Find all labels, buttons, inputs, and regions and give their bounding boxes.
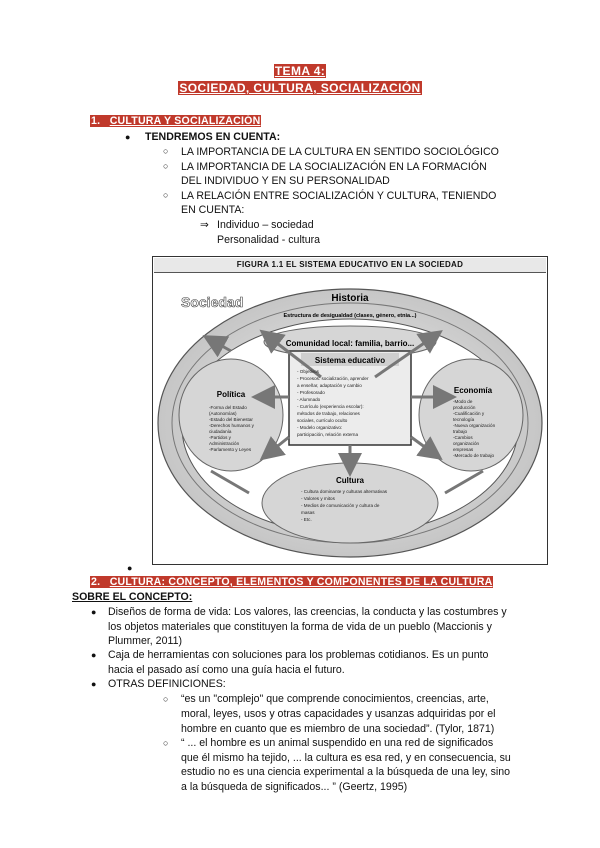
bullet-icon: ● (91, 650, 97, 660)
sistema-item: a enseñar, adaptación y cambio (297, 383, 362, 388)
lead-text: TENDREMOS EN CUENTA: (145, 131, 281, 143)
economia-item: -Nueva organización (453, 423, 496, 428)
economia-item: organización (453, 441, 480, 446)
figure-sistema-educativo (152, 256, 548, 565)
page-title (0, 64, 600, 78)
sistema-item: - Alumnado (297, 397, 321, 402)
list-item: hacia el pasado así como una guía hacia el futuro. (108, 664, 345, 676)
definition-line: que él mismo ha tejido, ... la cultura es esa red, y en consecuencia, su (181, 752, 511, 764)
section-2-number: 2. (91, 576, 101, 588)
list-item: los objetos materiales que constituyen la forma de vida de un pueblo (Maccionis y (108, 621, 492, 633)
economia-item: -Cualificación y (453, 411, 485, 416)
sistema-item: - Modelo organizativo: (297, 425, 343, 430)
circle-bullet-icon: ○ (163, 146, 169, 156)
definition-line: “ ... el hombre es un animal suspendido en una red de significados (181, 737, 494, 749)
economia-item: empresas (453, 447, 474, 452)
circle-bullet-icon: ○ (163, 738, 169, 748)
sub-item: Individuo – sociedad (217, 219, 314, 231)
cultura-item: - Etc. (301, 517, 312, 522)
section-1-heading (90, 115, 261, 127)
section-1-number: 1. (91, 115, 101, 127)
list-item: LA IMPORTANCIA DE LA SOCIALIZACIÓN EN LA FORMACIÓN (181, 161, 487, 173)
list-item: LA IMPORTANCIA DE LA CULTURA EN SENTIDO SOCIOLÓGICO (181, 146, 499, 158)
list-item: Caja de herramientas con soluciones para los problemas cotidianos. Es un punto (108, 649, 489, 661)
politica-label: Política (216, 390, 246, 399)
sistema-item: - Procesos: socialización, aprender (297, 376, 369, 381)
section-2-heading (90, 576, 493, 588)
list-item: LA RELACIÓN ENTRE SOCIALIZACIÓN Y CULTURA, TENIENDO (181, 190, 497, 202)
circle-bullet-icon: ○ (163, 161, 169, 171)
cultura-item: masas (301, 510, 315, 515)
definition-line: a la búsqueda de significados... ” (Geertz, 1995) (181, 781, 408, 793)
economia-label: Economía (453, 386, 493, 395)
economia-item: -Modo de (453, 399, 473, 404)
subtitle-label: SOCIEDAD, CULTURA, SOCIALIZACIÓN (179, 81, 421, 95)
economia-item: -Cambios (453, 435, 473, 440)
page-subtitle (0, 81, 600, 95)
definition-line: “es un "complejo" que comprende conocimientos, creencias, arte, (181, 693, 489, 705)
list-item: OTRAS DEFINICIONES: (108, 678, 226, 690)
figure-diagram (153, 257, 547, 564)
estructura-label: Estructura de desigualdad (clases, género, etnia...) (283, 313, 417, 319)
cultura-item: - Cultura dominante y culturas alternativas (301, 489, 388, 494)
section-1-title: CULTURA Y SOCIALIZACIÓN (109, 115, 261, 127)
definition-line: moral, leyes, usos y otras capacidades y usanzas adquiridas por el (181, 708, 496, 720)
politica-item: -Estado del Bienestar (209, 417, 253, 422)
bullet-icon: ● (125, 132, 131, 142)
cultura-item: - Medios de comunicación y cultura de (301, 503, 380, 508)
circle-bullet-icon: ○ (163, 694, 169, 704)
tema-label: TEMA 4: (274, 64, 326, 78)
bullet-icon: ● (91, 679, 97, 689)
politica-item: ciudadanía (209, 429, 232, 434)
list-item: DEL INDIVIDUO Y EN SU PERSONALIDAD (181, 175, 390, 187)
sistema-item: - Currículo (experiencia escolar): (297, 404, 364, 409)
definition-line: hombre en cuanto que es miembro de una sociedad”. (Tylor, 1871) (181, 723, 495, 735)
politica-item: Administración (209, 441, 240, 446)
cultura-item: - Valores y mitos (301, 496, 335, 501)
sistema-label: Sistema educativo (314, 356, 386, 365)
bullet-icon: ● (127, 563, 133, 573)
sistema-item: sociales, currículo oculto (297, 418, 348, 423)
economia-item: -Mercado de trabajo (453, 453, 495, 458)
sociedad-label: Sociedad (181, 294, 244, 310)
sistema-item: métodos de trabajo, relaciones (297, 411, 360, 416)
list-item: Plummer, 2011) (108, 635, 182, 647)
sistema-item: - Objetivos (297, 369, 319, 374)
politica-item: -Forma del Estado (209, 405, 247, 410)
list-item: EN CUENTA: (181, 204, 245, 216)
cultura-label: Cultura (336, 476, 364, 485)
sub-item: Personalidad - cultura (217, 234, 321, 246)
politica-item: -Derechos humanos y (209, 423, 254, 428)
figure-title: FIGURA 1.1 EL SISTEMA EDUCATIVO EN LA SOCIEDAD (154, 258, 546, 273)
economia-item: producción (453, 405, 476, 410)
politica-item: (Autonomías) (209, 411, 237, 416)
definition-line: estudio no es una ciencia experimental a la búsqueda de una ley, sino (181, 766, 511, 778)
economia-item: tecnología (453, 417, 475, 422)
economia-item: trabajo (453, 429, 468, 434)
politica-item: -Partidos y (209, 435, 231, 440)
comunidad-label: Comunidad local: familia, barrio... (285, 339, 415, 348)
arrow-icon: ⇒ (200, 219, 209, 231)
bullet-icon: ● (91, 607, 97, 617)
sistema-item: participación, relación externa (297, 432, 359, 437)
circle-bullet-icon: ○ (163, 190, 169, 200)
historia-label: Historia (331, 293, 369, 304)
politica-item: -Parlamento y Leyes (209, 447, 252, 452)
section-2-title: CULTURA: CONCEPTO, ELEMENTOS Y COMPONENTES DE LA CULTURA (109, 576, 493, 588)
sobre-concepto-heading: SOBRE EL CONCEPTO: (72, 591, 193, 603)
sistema-item: - Profesorado (297, 390, 325, 395)
list-item: Diseños de forma de vida: Los valores, las creencias, la conducta y las costumbres y (108, 606, 507, 618)
